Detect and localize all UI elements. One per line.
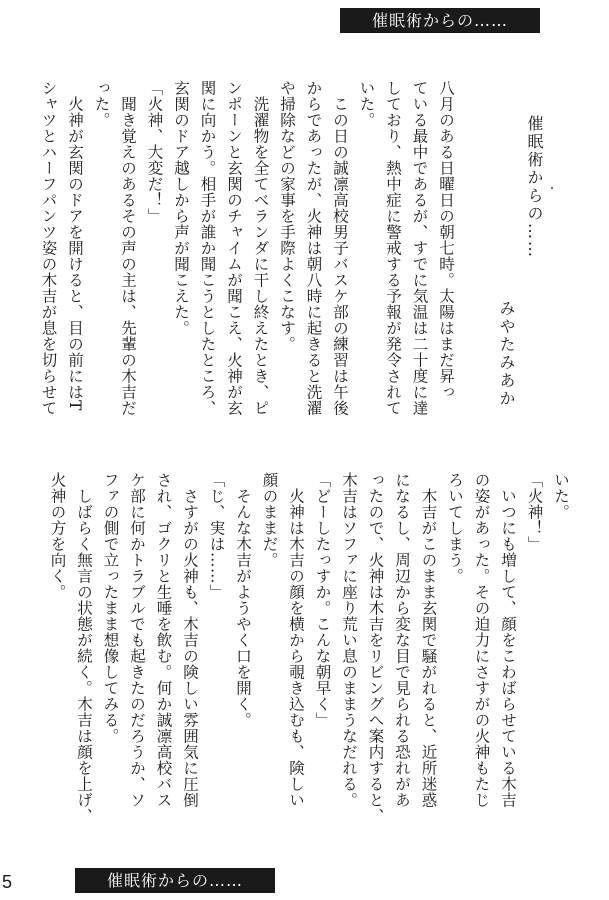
text-line: そんな木吉がようやく口を開く。	[234, 472, 252, 728]
text-line: 「火神！」	[525, 472, 544, 552]
text-line: 八月のある日曜日の朝七時。太陽はまだ昇っ	[437, 80, 455, 400]
text-line: 火神が玄関のドアを開けると、目の前にはT	[66, 80, 84, 411]
text-line: 木吉がこのまま玄関で騒がれると、近所迷惑	[419, 472, 438, 808]
text-line: 火神は木吉の顔を横から覗き込むも、険しい	[287, 472, 305, 808]
text-line: いた。	[357, 80, 376, 128]
text-line: いた。	[552, 472, 570, 520]
text-line: ンポーンと玄関のチャイムが聞こえ、火神が玄	[225, 80, 243, 416]
text-line: いつにも増して、顔をこわばらせている木吉	[499, 472, 517, 808]
text-line: ている最中であるが、すでに気温は二十度に達	[410, 80, 429, 416]
text-line: 洗濯物を全てベランダに干し終えたとき、ピ	[251, 80, 270, 416]
text-line: さすがの火神も、木吉の険しい雰囲気に圧倒	[181, 472, 199, 808]
author-name: みやたみあか	[497, 300, 516, 408]
body-text-lower	[44, 472, 574, 852]
page-number: 5	[2, 872, 13, 892]
text-line: った。	[92, 80, 111, 128]
text-line: ケ部に何かトラブルでも起きたのだろうか、ソ	[128, 472, 146, 808]
speck-mark	[551, 187, 553, 189]
text-line: され、ゴクリと生唾を飲む。何か誠凛高校バス	[154, 472, 173, 808]
text-line: 火神の方を向く。	[48, 472, 67, 600]
text-line: しており、熱中症に警戒する予報が発令されて	[384, 80, 402, 416]
text-line: しばらく無言の状態が続く。木吉は顔を上げ、	[75, 472, 93, 824]
body-text-upper	[35, 80, 459, 460]
text-line: になるし、周辺から変な目で見られる恐れがあ	[393, 472, 411, 808]
text-line: ったので、火神は木吉をリビングへ案内すると、	[366, 472, 385, 824]
text-line: 顔のままだ。	[260, 472, 279, 568]
text-line: の姿があった。その迫力にさすがの火神もたじ	[472, 472, 491, 808]
running-header-banner: 催眠術からの……	[340, 8, 540, 33]
text-line: この日の誠凛高校男子バスケ部の練習は午後	[331, 80, 349, 416]
text-line: 玄関のドア越しから声が聞こえた。	[172, 80, 190, 336]
text-line: シャツとハーフパンツ姿の木吉が息を切らせて	[39, 80, 58, 416]
text-line: 「どーしたっすか。こんな朝早く」	[313, 472, 332, 728]
running-footer-banner: 催眠術からの……	[75, 868, 275, 893]
text-line: や掃除などの家事を手際よくこなす。	[278, 80, 296, 352]
text-line: ろいてしまう。	[446, 472, 464, 584]
text-line: ファの側で立ったまま想像してみる。	[101, 472, 120, 744]
text-line: 「火神、大変だ！」	[145, 80, 164, 224]
text-line: 「じ、実は……」	[207, 472, 226, 600]
text-line: 聞き覚えのあるその声の主は、先輩の木吉だ	[119, 80, 137, 416]
text-line: 木吉はソファに座り荒い息のままうなだれる。	[340, 472, 358, 808]
text-line: からであったが、火神は朝八時に起きると洗濯	[304, 80, 323, 416]
text-line: 関に向かう。相手が誰か聞こうとしたところ、	[198, 80, 217, 416]
story-title: 催眠術からの……	[525, 115, 544, 259]
